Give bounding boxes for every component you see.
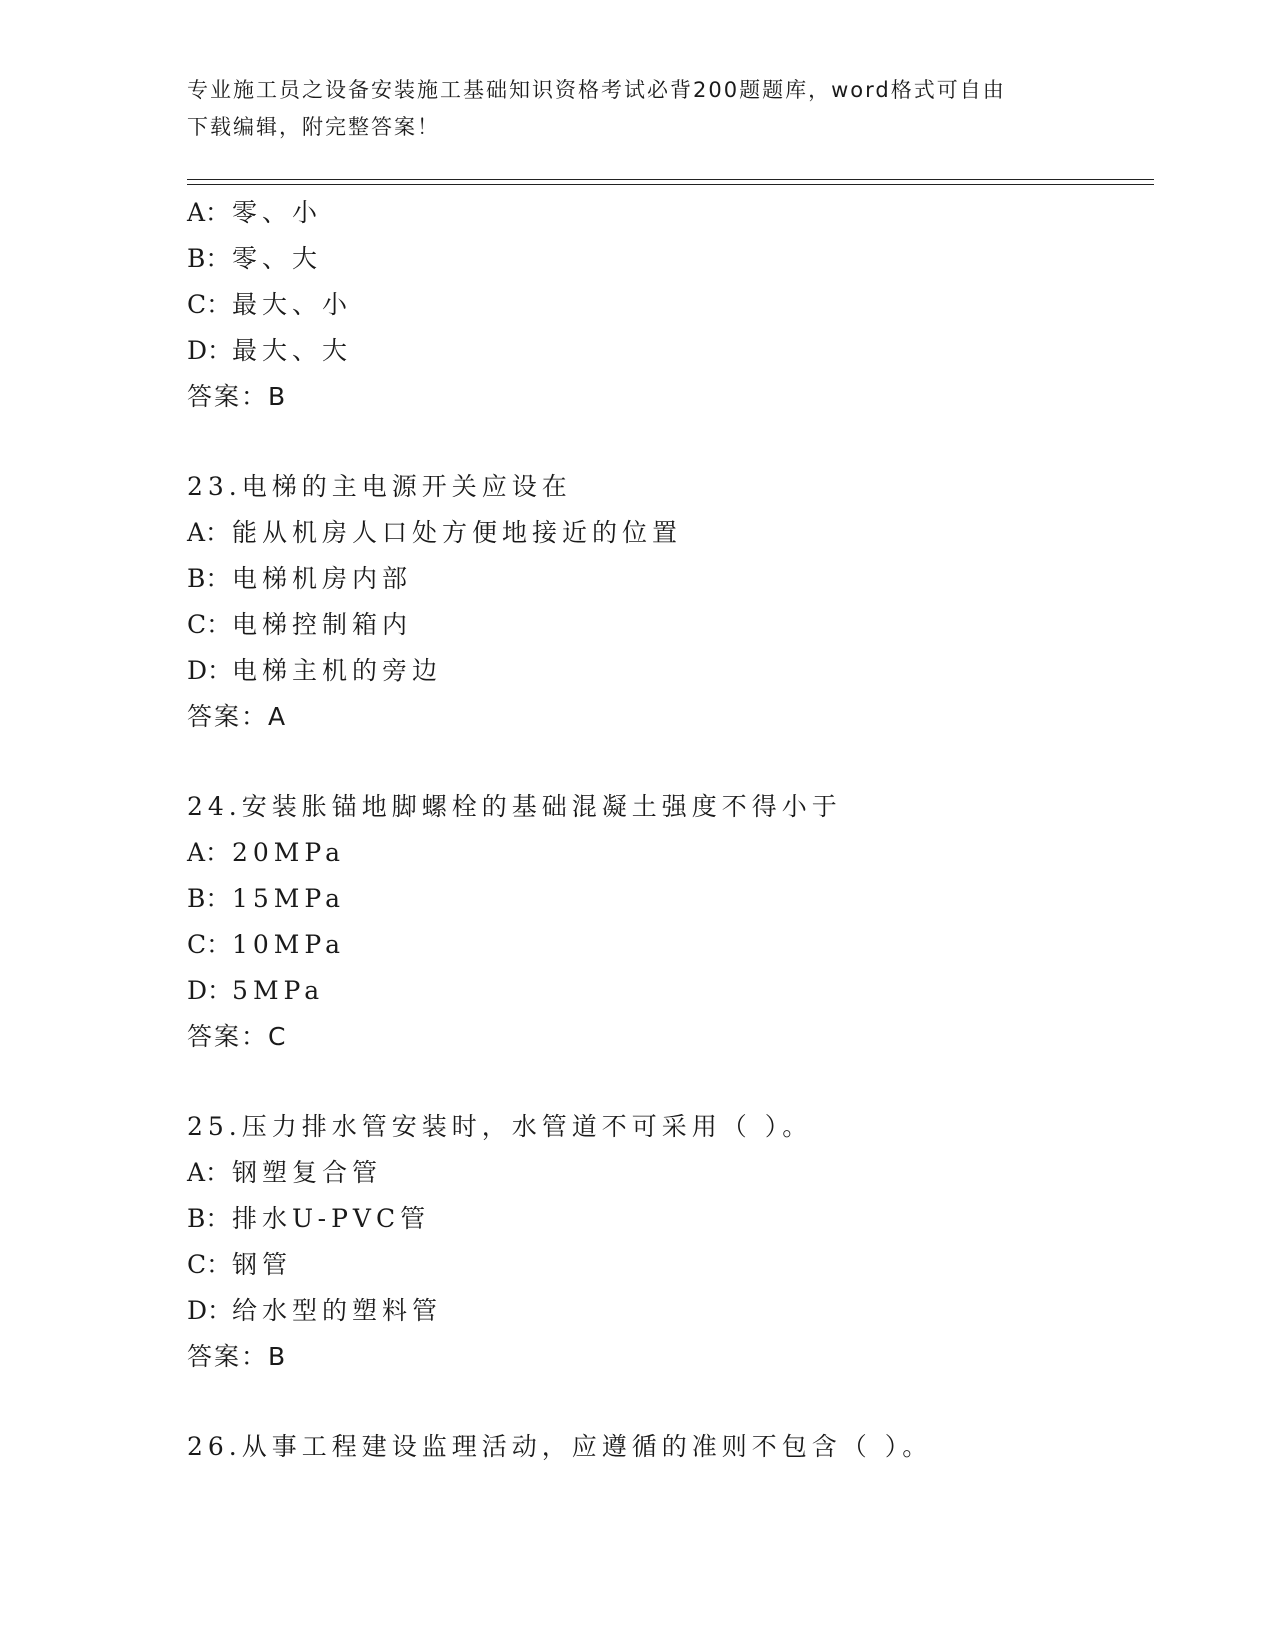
question-stem: 23.电梯的主电源开关应设在	[187, 472, 572, 501]
answer: 答案：B	[187, 1342, 288, 1371]
header-divider-bottom	[187, 184, 1154, 185]
option-d: D：电梯主机的旁边	[187, 656, 443, 685]
option-d: D：最大、大	[187, 336, 353, 365]
option-a: A：20MPa	[187, 838, 346, 867]
option-c: C：钢管	[187, 1250, 293, 1279]
document-header	[187, 72, 1087, 146]
option-b: B：电梯机房内部	[187, 564, 413, 593]
option-c: C：10MPa	[187, 930, 346, 959]
option-d: D：给水型的塑料管	[187, 1296, 443, 1325]
question-23	[187, 464, 1147, 740]
question-26	[187, 1424, 1147, 1470]
option-b: B：排水U-PVC管	[187, 1204, 431, 1233]
option-a: A：钢塑复合管	[187, 1158, 383, 1187]
option-a: A：能从机房人口处方便地接近的位置	[187, 518, 683, 547]
question-list	[187, 190, 1147, 1470]
question-24	[187, 784, 1147, 1060]
option-a: A：零、小	[187, 198, 323, 227]
option-c: C：电梯控制箱内	[187, 610, 413, 639]
answer: 答案：B	[187, 382, 288, 411]
question-stem: 24.安装胀锚地脚螺栓的基础混凝土强度不得小于	[187, 792, 842, 821]
option-d: D：5MPa	[187, 976, 325, 1005]
option-b: B：零、大	[187, 244, 323, 273]
question-22-continued	[187, 190, 1147, 420]
question-stem: 25.压力排水管安装时，水管道不可采用（ ）。	[187, 1112, 813, 1141]
header-line-2: 下载编辑，附完整答案！	[187, 115, 440, 139]
header-line-1: 专业施工员之设备安装施工基础知识资格考试必背200题题库，word格式可自由	[187, 78, 1006, 102]
option-c: C：最大、小	[187, 290, 353, 319]
answer: 答案：A	[187, 702, 288, 731]
option-b: B：15MPa	[187, 884, 346, 913]
answer: 答案：C	[187, 1022, 288, 1051]
question-25	[187, 1104, 1147, 1380]
question-stem: 26.从事工程建设监理活动，应遵循的准则不包含（ ）。	[187, 1432, 933, 1461]
header-divider-top	[187, 179, 1154, 180]
